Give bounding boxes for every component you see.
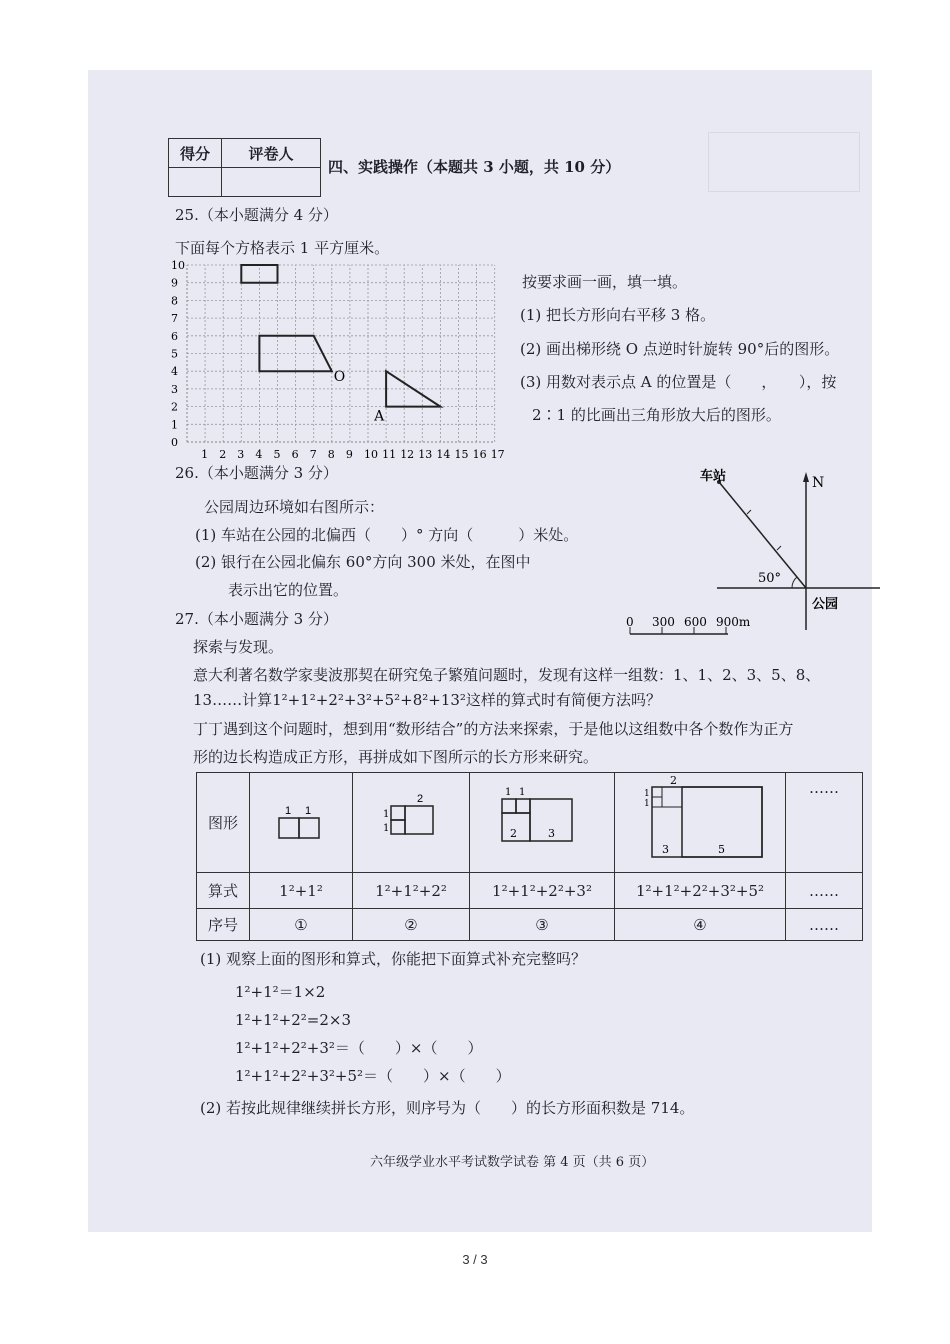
q26-heading: 26.（本小题满分 3 分） [175, 464, 338, 482]
formula-1: 1²+1² [250, 873, 353, 909]
svg-text:1: 1 [285, 804, 292, 817]
svg-text:1: 1 [383, 808, 390, 820]
svg-text:5: 5 [718, 842, 725, 856]
page-footer: 六年级学业水平考试数学试卷 第 4 页（共 6 页） [370, 1155, 655, 1170]
figure-1 [250, 773, 353, 873]
q25-intro: 下面每个方格表示 1 平方厘米。 [175, 239, 390, 257]
svg-text:1: 1 [505, 786, 512, 798]
q25-heading: 25.（本小题满分 4 分） [175, 206, 338, 224]
page-indicator: 3 / 3 [462, 1252, 488, 1267]
x-tick: 6 [291, 448, 299, 461]
scale-900: 900m [716, 615, 751, 629]
q25-instruction: 按要求画一画，填一填。 [522, 273, 688, 291]
scale-0: 0 [626, 615, 634, 629]
grader-cell [222, 168, 321, 197]
svg-text:2: 2 [417, 792, 424, 805]
x-tick: 12 [400, 448, 415, 461]
q25-part1: (1) 把长方形向右平移 3 格。 [520, 306, 716, 324]
row-label-formula: 算式 [197, 873, 250, 909]
point-a-label: A [374, 408, 385, 425]
x-tick: 9 [345, 448, 353, 461]
x-tick: 14 [436, 448, 451, 461]
x-tick: 16 [472, 448, 487, 461]
north-label: N [812, 475, 825, 491]
y-tick: 4 [171, 365, 178, 379]
svg-text:1: 1 [644, 788, 650, 799]
equation-1: 1²+1²＝1×2 [235, 983, 326, 1001]
equation-3: 1²+1²+2²+3²＝（ ）×（ ） [235, 1039, 483, 1057]
y-tick: 9 [171, 276, 178, 290]
scale-600: 600 [684, 615, 707, 629]
y-tick: 6 [171, 329, 178, 343]
figure-3 [470, 773, 615, 873]
figure-2 [353, 773, 470, 873]
row-label-index: 序号 [197, 909, 250, 941]
svg-text:1: 1 [644, 798, 650, 809]
svg-text:1: 1 [519, 786, 526, 798]
svg-text:1: 1 [383, 822, 390, 834]
svg-text:1: 1 [305, 804, 312, 817]
y-tick: 10 [171, 259, 185, 272]
index-4: ④ [615, 909, 786, 941]
score-header: 得分 [169, 139, 222, 168]
q26-part2-cont: 表示出它的位置。 [228, 581, 349, 599]
svg-text:3: 3 [548, 826, 555, 840]
formula-2: 1²+1²+2² [353, 873, 470, 909]
x-tick: 2 [219, 448, 227, 461]
x-tick: 5 [273, 448, 281, 461]
direction-map [620, 462, 880, 642]
park-label: 公园 [812, 597, 839, 612]
equation-2: 1²+1²+2²=2×3 [235, 1011, 352, 1029]
figure-4 [615, 773, 786, 873]
x-tick: 7 [309, 448, 317, 461]
q27-line4: 丁丁遇到这个问题时，想到用“数形结合”的方法来探索，于是他以这组数中各个数作为正方 [193, 720, 794, 738]
angle-label: 50° [758, 571, 782, 586]
x-tick: 13 [418, 448, 433, 461]
x-tick: 11 [382, 448, 397, 461]
y-tick: 5 [171, 347, 178, 361]
figure-more: …… [786, 773, 863, 873]
q27-line5: 形的边长构造成正方形，再拼成如下图所示的长方形来研究。 [193, 748, 599, 766]
q27-sub1: (1) 观察上面的图形和算式，你能把下面算式补充完整吗？ [200, 950, 587, 968]
y-tick: 1 [171, 418, 178, 432]
coordinate-grid [160, 255, 505, 465]
x-tick: 4 [255, 448, 263, 461]
svg-text:2: 2 [670, 774, 677, 787]
svg-text:2: 2 [510, 826, 517, 840]
x-tick: 10 [364, 448, 378, 461]
y-tick: 0 [171, 436, 178, 449]
q27-heading: 27.（本小题满分 3 分） [175, 610, 338, 628]
formula-4: 1²+1²+2²+3²+5² [615, 873, 786, 909]
fibonacci-table [196, 772, 863, 941]
q27-line3: 13……计算1²+1²+2²+3²+5²+8²+13²这样的算式时有简便方法吗？ [193, 691, 661, 709]
y-tick: 3 [171, 382, 178, 396]
index-2: ② [353, 909, 470, 941]
row-label-figure: 图形 [197, 773, 250, 873]
y-tick: 8 [171, 294, 178, 308]
q27-line2: 意大利著名数学家斐波那契在研究兔子繁殖问题时，发现有这样一组数：1、1、2、3、5、8、 [193, 666, 821, 684]
index-1: ① [250, 909, 353, 941]
grader-header: 评卷人 [222, 139, 321, 168]
north-arrow-icon [803, 472, 809, 482]
index-3: ③ [470, 909, 615, 941]
bleed-through [708, 132, 860, 192]
point-o-label: O [333, 369, 346, 386]
equation-4: 1²+1²+2²+3²+5²＝（ ）×（ ） [235, 1067, 511, 1085]
q27-sub2: (2) 若按此规律继续拼长方形，则序号为（ ）的长方形面积数是 714。 [200, 1099, 695, 1117]
formula-3: 1²+1²+2²+3² [470, 873, 615, 909]
x-tick: 15 [454, 448, 469, 461]
score-table [168, 138, 321, 197]
y-tick: 2 [171, 400, 178, 414]
q25-part2: (2) 画出梯形绕 O 点逆时针旋转 90°后的图形。 [520, 340, 840, 358]
q26-part1: (1) 车站在公园的北偏西（ ）° 方向（ ）米处。 [195, 526, 579, 544]
scale-300: 300 [652, 615, 675, 629]
x-tick: 1 [201, 448, 209, 461]
y-tick: 7 [171, 312, 178, 326]
formula-more: …… [786, 873, 863, 909]
svg-text:3: 3 [662, 842, 669, 856]
q27-line1: 探索与发现。 [193, 638, 284, 656]
score-cell [169, 168, 222, 197]
q26-intro: 公园周边环境如右图所示： [204, 498, 385, 516]
station-label: 车站 [700, 469, 727, 484]
x-tick: 17 [490, 448, 505, 461]
q26-part2: (2) 银行在公园北偏东 60°方向 300 米处，在图中 [195, 553, 531, 571]
q25-part3-cont: 2∶1 的比画出三角形放大后的图形。 [532, 406, 781, 424]
section-title: 四、实践操作（本题共 3 小题，共 10 分） [328, 158, 621, 176]
x-tick: 3 [237, 448, 245, 461]
x-tick: 8 [327, 448, 335, 461]
index-more: …… [786, 909, 863, 941]
q25-part3: (3) 用数对表示点 A 的位置是（ ， ），按 [520, 373, 837, 391]
